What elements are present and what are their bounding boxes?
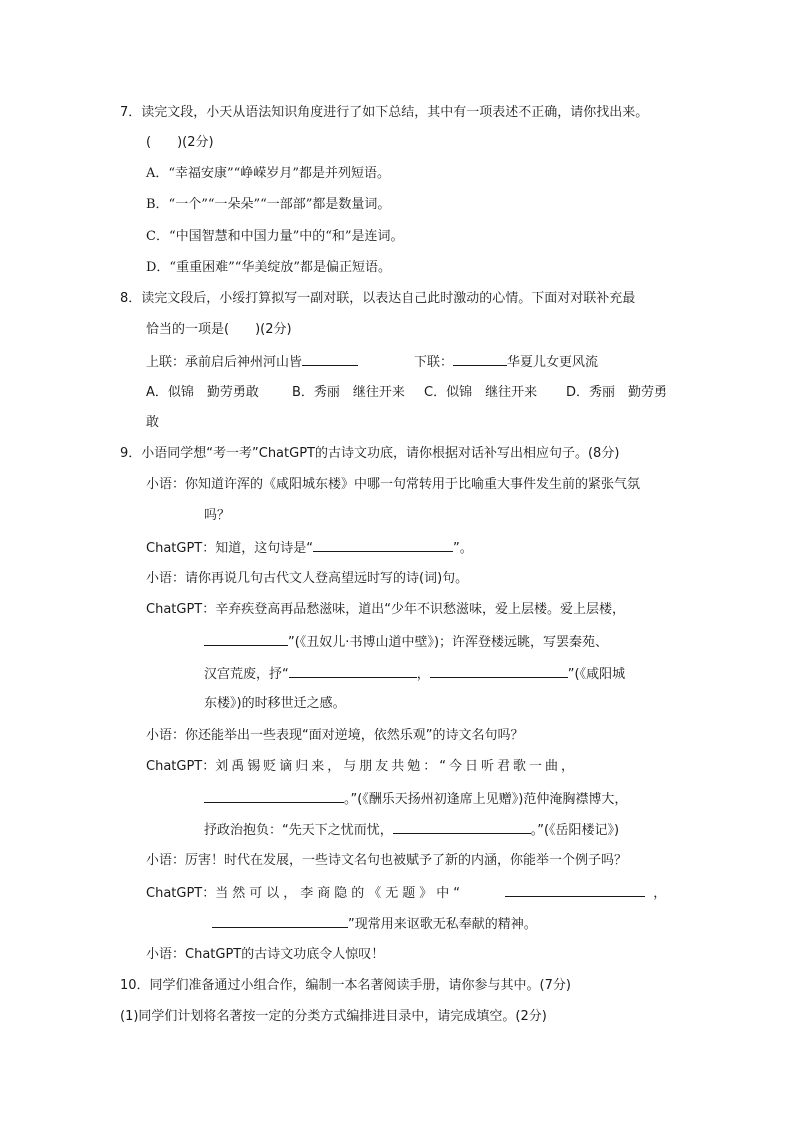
- q8-lower-couplet: [414, 352, 598, 372]
- q8-upper-couplet: [146, 352, 358, 372]
- q9-line-6-pre: 汉宫荒废，抒“: [204, 667, 289, 682]
- q9-line-13-label: ChatGPT：: [146, 886, 216, 901]
- q9-line-9-label: ChatGPT：: [146, 759, 216, 774]
- q9-blank-5[interactable]: [204, 789, 344, 803]
- q7-answer-paren: ( )(2分): [146, 135, 214, 150]
- q9-line-4: ChatGPT：辛弃疾登高再品愁滋味，道出“少年不识愁滋味，爱上层楼。爱上层楼，: [146, 602, 625, 617]
- q9-blank-8[interactable]: [212, 914, 348, 928]
- q8-stem-line2: 恰当的一项是( )(2分): [146, 322, 292, 337]
- q9-line-5: [204, 632, 608, 652]
- q9-line-8: 小语：你还能举出一些表现“面对逆境，依然乐观”的诗文名句吗？: [146, 728, 524, 743]
- q10-sub1: (1)同学们计划将名著按一定的分类方式编排进目录中，请完成填空。(2分): [120, 1009, 547, 1024]
- q7-option-c: C．“中国智慧和中国力量”中的“和”是连词。: [146, 229, 404, 244]
- q8-stem-line1: 8．读完文段后，小绥打算拟写一副对联，以表达自己此时激动的心情。下面对对联补充最: [120, 291, 636, 306]
- q9-blank-6[interactable]: [393, 820, 531, 834]
- q7-option-b: B．“一个”“一朵朵”“一部部”都是数量词。: [146, 197, 391, 212]
- q8-option-b: B．秀丽 继往开来: [292, 385, 405, 400]
- q8-option-a: A．似锦 勤劳勇敢: [146, 385, 259, 400]
- q9-line-13-text: 当然可以，李商隐的《无题》中“: [215, 886, 464, 901]
- q9-line-11-pre: 抒政治抱负：“先天下之忧而忧，: [204, 823, 393, 838]
- q9-line-11: [204, 820, 619, 840]
- q9-line-1a: 小语：你知道许浑的《咸阳城东楼》中哪一句常转用于比喻重大事件发生前的紧张气氛: [146, 477, 641, 492]
- q9-line-2: [146, 538, 473, 558]
- q9-line-15: 小语：ChatGPT的古诗文功底令人惊叹！: [146, 947, 385, 962]
- q9-line-2-post: ”。: [452, 541, 473, 556]
- q8-option-c: C．似锦 继往开来: [424, 385, 538, 400]
- q9-line-6: [204, 664, 625, 684]
- q9-line-3: 小语：请你再说几句古代文人登高望远时写的诗(词)句。: [146, 571, 469, 586]
- q9-blank-3[interactable]: [289, 664, 417, 678]
- q9-line-6-mid: ，: [416, 667, 430, 682]
- q9-stem: 9．小语同学想“考一考”ChatGPT的古诗文功底，请你根据对话补写出相应句子。(8分): [120, 446, 620, 461]
- q9-line-12: 小语：厉害！时代在发展，一些诗文名句也被赋予了新的内涵，你能举一个例子吗？: [146, 853, 628, 868]
- q7-option-d: D．“重重困难”“华美绽放”都是偏正短语。: [146, 260, 392, 275]
- q9-blank-1[interactable]: [313, 538, 453, 552]
- q8-lower-text: 华夏儿女更风流: [507, 355, 599, 370]
- q9-line-6-post: ”(《咸阳城: [567, 667, 626, 682]
- q9-blank-4[interactable]: [430, 664, 568, 678]
- q8-lower-label: 下联：: [414, 355, 454, 370]
- q9-line-10-post: 。”(《酬乐天扬州初逢席上见赠》)范仲淹胸襟博大，: [344, 792, 628, 807]
- q8-option-d: D．秀丽 勤劳勇: [566, 385, 668, 400]
- q9-line-7: 东楼》)的时移世迁之感。: [204, 696, 346, 711]
- q9-line-11-post: 。”(《岳阳楼记》): [530, 823, 620, 838]
- q9-line-13: [146, 883, 666, 903]
- q9-blank-7[interactable]: [505, 883, 645, 897]
- q9-line-1b: 吗？: [204, 508, 231, 523]
- q9-line-2-pre: ChatGPT：知道，这句诗是“: [146, 541, 313, 556]
- q9-line-14-post: ”现常用来讴歌无私奉献的精神。: [348, 917, 537, 932]
- q8-upper-blank[interactable]: [302, 352, 358, 366]
- q8-option-d-tail: 敢: [146, 415, 160, 430]
- q9-blank-2[interactable]: [204, 632, 288, 646]
- q7-stem: 7．读完文段，小天从语法知识角度进行了如下总结，其中有一项表述不正确，请你找出来。: [120, 105, 649, 120]
- q9-line-10: [204, 789, 627, 809]
- q8-lower-blank[interactable]: [453, 352, 507, 366]
- q9-line-9: [146, 758, 655, 776]
- q9-line-5-post: ”(《丑奴儿·书博山道中壁》)；许浑登楼远眺，写罢秦苑、: [288, 635, 609, 650]
- q8-upper-text: 上联：承前启后神州河山皆: [146, 355, 303, 370]
- q10-stem: 10．同学们准备通过小组合作，编制一本名著阅读手册，请你参与其中。(7分): [120, 978, 571, 993]
- q9-line-14: [212, 914, 537, 934]
- q9-line-9-text: 刘禹锡贬谪归来，与朋友共勉：“今日听君歌一曲，: [215, 759, 577, 774]
- q9-line-13-end: ，: [653, 886, 667, 901]
- q7-option-a: A．“幸福安康”“峥嵘岁月”都是并列短语。: [146, 166, 390, 181]
